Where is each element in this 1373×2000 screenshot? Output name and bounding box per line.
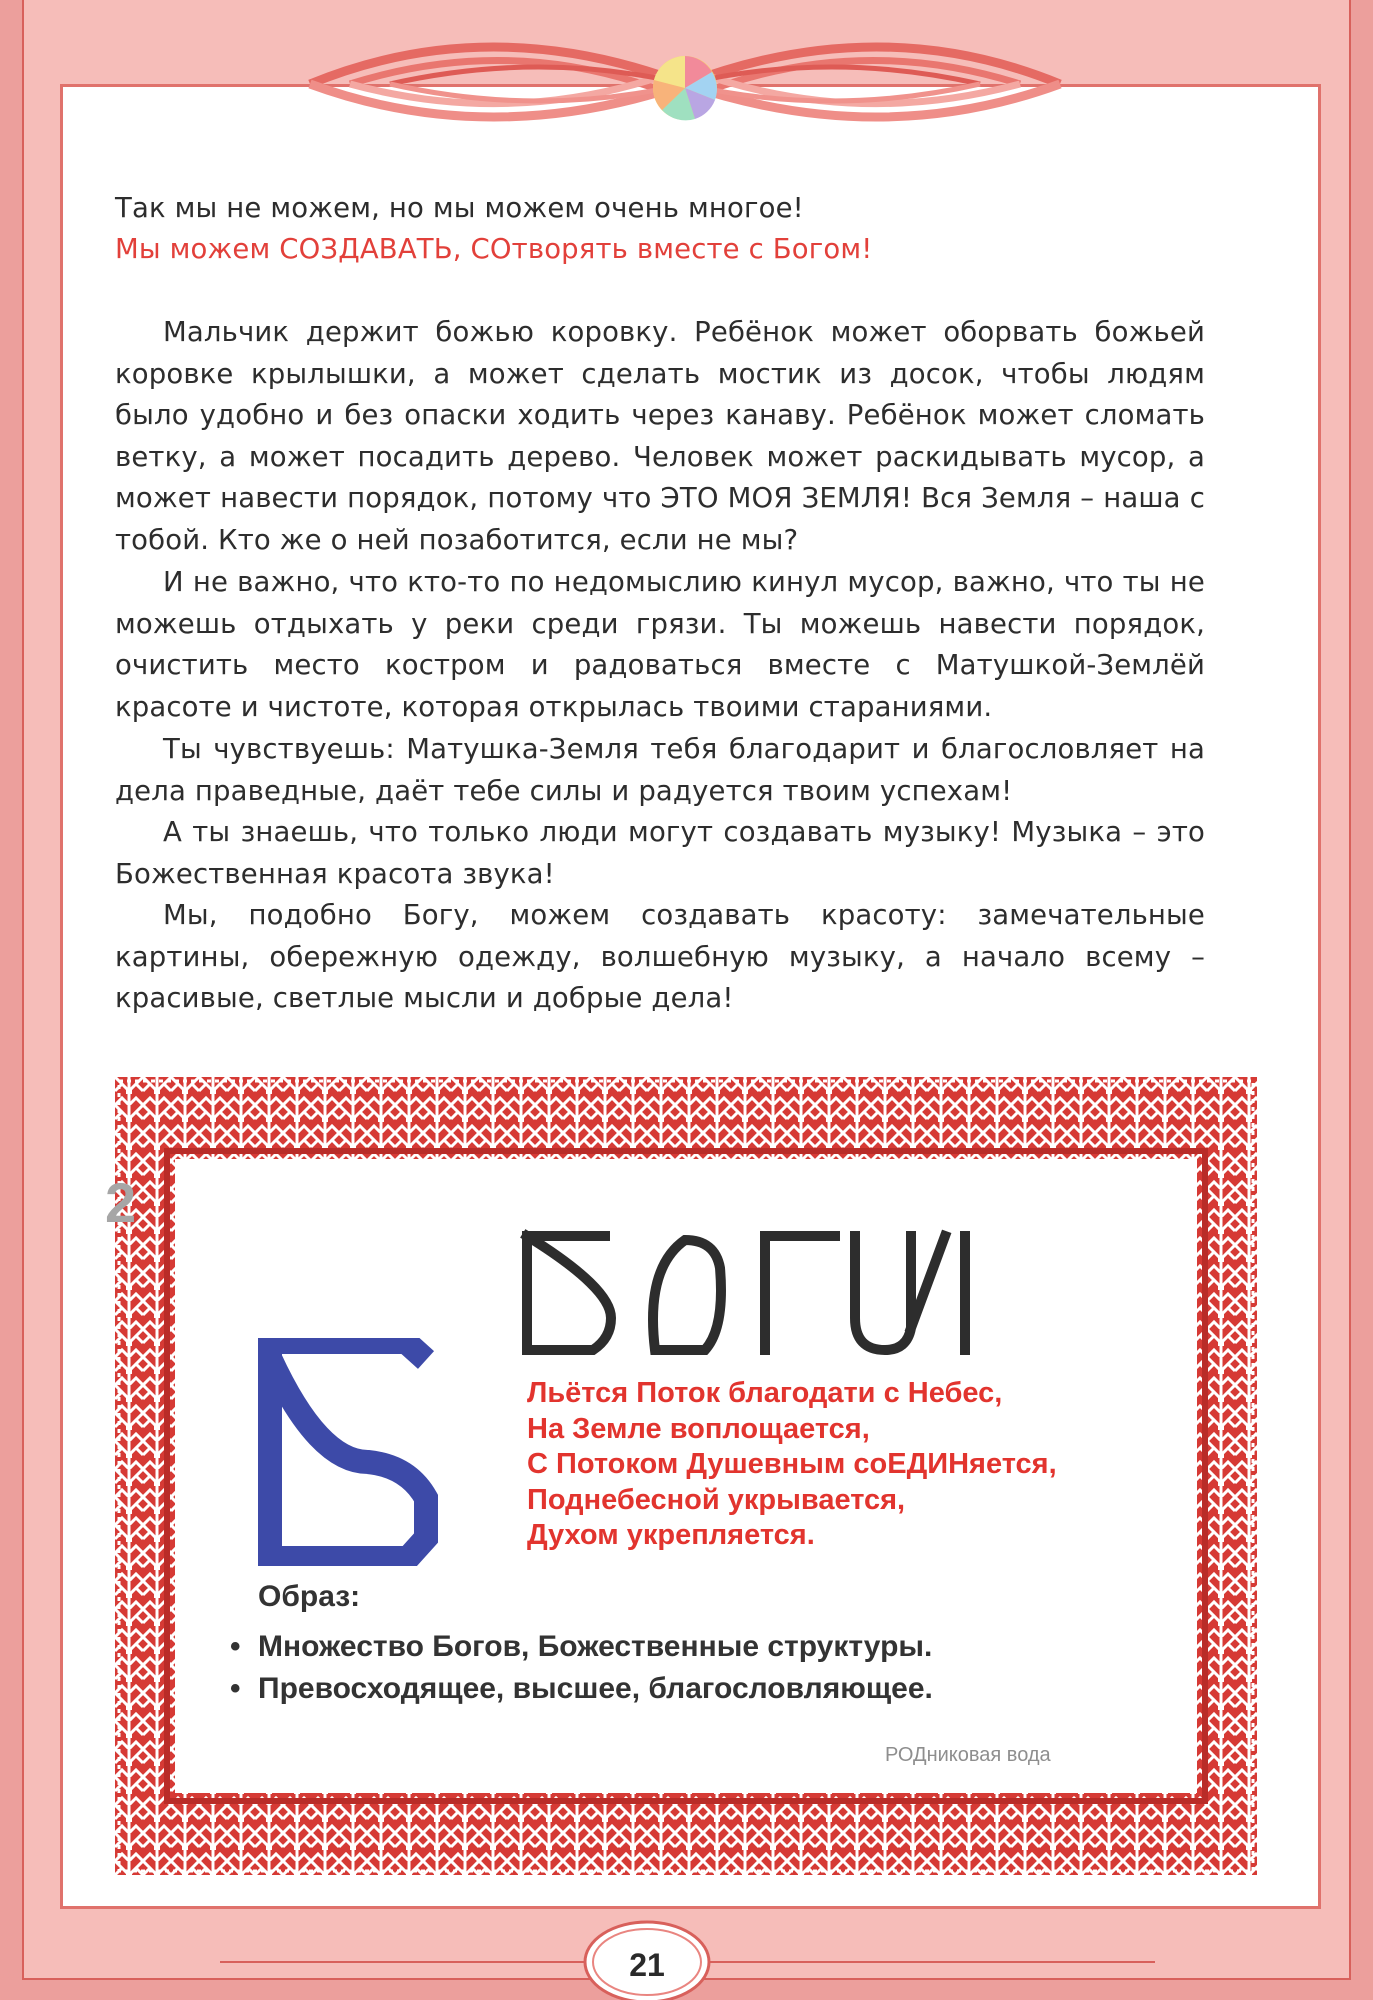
paragraph-5: Мы, подобно Богу, можем создавать красоту: замечательные картины, обережную одежду, волшебную музыку, а начало всему – красивые, светлые мысли и добрые дела! xyxy=(115,899,1205,1014)
poem-line: Льётся Поток благодати с Небес, xyxy=(527,1377,1003,1409)
paragraph-4: А ты знаешь, что только люди могут создавать музыку! Музыка – это Божественная красота звука! xyxy=(115,816,1205,890)
poem-line: Поднебесной укрывается, xyxy=(527,1483,906,1516)
poem xyxy=(527,1376,1057,1554)
big-letter-b xyxy=(258,1338,440,1566)
list-item: • Множество Богов, Божественные структуры. xyxy=(230,1626,933,1668)
obraz-list xyxy=(230,1626,933,1710)
braid-ornament xyxy=(290,0,1080,140)
poem-line: С Потоком Душевным соЕДИНяется, xyxy=(527,1448,1057,1480)
obraz-title: Образ: xyxy=(258,1580,361,1613)
paragraph-3: Ты чувствуешь: Матушка-Земля тебя благодарит и благословляет на дела праведные, даёт тебе силы и радуется твоим успехам! xyxy=(115,733,1205,807)
intro-line-2: Мы можем СОЗДАВАТЬ, СОтворять вместе с Богом! xyxy=(115,233,873,265)
word-title-bogi xyxy=(515,1228,985,1368)
paragraph-2: И не важно, что кто-то по недомыслию кинул мусор, важно, что ты не можешь отдыхать у реки среди грязи. Ты можешь навести порядок, очистить место костром и радоваться вместе с Матушкой-Землёй красоте и чистоте, которая открылась твоими стараниями. xyxy=(115,566,1205,723)
paragraph-1: Мальчик держит божью коровку. Ребёнок может оборвать божьей коровке крылышки, а может сделать мостик из досок, чтобы людям было удобно и без опаски ходить через канаву. Ребёнок может сломать ветку, а может посадить дерево. Человек может раскидывать мусор, а может навести порядок, потому что ЭТО МОЯ ЗЕМЛЯ! Вся Земля – наша с тобой. Кто же о ней позаботится, если не мы? xyxy=(115,316,1205,556)
page-number: 21 xyxy=(629,1947,665,1983)
rainbow-circle-icon xyxy=(653,56,717,120)
poem-line: Духом укрепляется. xyxy=(527,1519,815,1551)
card-number: 2 xyxy=(105,1171,137,1234)
intro-line-1: Так мы не можем, но мы можем очень многое! xyxy=(115,192,804,224)
list-item: • Превосходящее, высшее, благословляющее. xyxy=(230,1668,933,1710)
poem-line: На Земле воплощается, xyxy=(527,1412,870,1445)
source-caption: РОДниковая вода xyxy=(885,1744,1051,1766)
